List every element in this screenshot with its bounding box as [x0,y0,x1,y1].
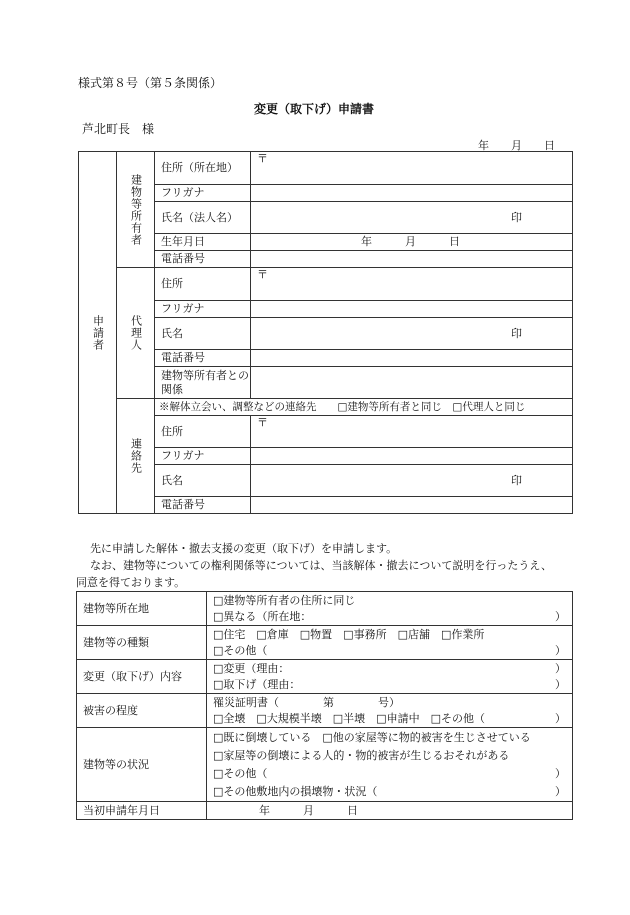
status-label: 建物等の状況 [77,728,207,802]
details-table [76,591,573,820]
contact-address-field[interactable] [251,416,573,448]
type-other-option[interactable]: □その他（ [213,643,268,657]
agent-phone-label: 電話番号 [155,350,251,367]
seal-mark: 印 [511,326,522,340]
status-option-3[interactable]: □その他（ [213,766,268,780]
contact-furigana-label: フリガナ [155,448,251,465]
damage-label: 被害の程度 [77,694,207,728]
agent-phone-field[interactable] [251,350,573,367]
owner-label: 建物等所有者 [117,152,155,268]
close-paren: ） [555,609,566,623]
initial-date-label: 当初申請年月日 [77,802,207,820]
contact-furigana-field[interactable] [251,448,573,465]
agent-furigana-label: フリガナ [155,301,251,318]
postal-mark: 〒 [257,416,268,429]
contact-label: 連絡先 [117,399,155,514]
status-option-4[interactable]: □その他敷地内の損壊物・状況（ [213,784,378,798]
owner-address-label: 住所（所在地） [155,152,251,185]
agent-name-field[interactable] [251,318,573,350]
agent-relation-label: 建物等所有者との関係 [155,367,251,399]
location-option-same[interactable]: □建物等所有者の住所に同じ [213,593,356,607]
close-paren: ） [555,766,566,780]
damage-certificate[interactable]: 罹災証明書（ 第 号） [213,695,400,709]
close-paren: ） [555,784,566,798]
change-option[interactable]: □変更（理由： [213,661,290,675]
addressee: 芦北町長 様 [82,122,155,136]
location-option-different[interactable]: □異なる（所在地： [213,609,312,623]
birth-date-value: 年 月 日 [361,235,460,248]
close-paren: ） [555,643,566,657]
contact-address-label: 住所 [155,416,251,448]
owner-birth-field[interactable] [251,234,573,251]
statement-1: 先に申請した解体・撤去支援の変更（取下げ）を申請します。 [90,542,398,555]
owner-furigana-field[interactable] [251,185,573,202]
seal-mark: 印 [511,210,522,224]
initial-date-field[interactable] [207,802,573,820]
contact-note[interactable]: ※解体立会い、調整などの連絡先 □建物等所有者と同じ □代理人と同じ [155,399,573,416]
type-options[interactable]: □住宅 □倉庫 □物置 □事務所 □店舗 □作業所 [213,627,485,641]
date-line: 年 月 日 [478,139,555,152]
close-paren: ） [555,677,566,691]
agent-address-field[interactable] [251,268,573,301]
form-number: 様式第８号（第５条関係） [78,76,223,90]
agent-name-label: 氏名 [155,318,251,350]
status-option-2[interactable]: □家屋等の倒壊による人的・物的被害が生じるおそれがある [213,748,510,762]
contact-phone-field[interactable] [251,497,573,514]
page-title: 変更（取下げ）申請書 [254,102,375,116]
initial-date-value: 年 月 日 [259,803,358,817]
withdraw-option[interactable]: □取下げ（理由： [213,677,301,691]
agent-label: 代理人 [117,268,155,399]
applicant-group-label: 申請者 [79,152,117,514]
contact-name-label: 氏名 [155,465,251,497]
owner-birth-label: 生年月日 [155,234,251,251]
agent-relation-field[interactable] [251,367,573,399]
applicant-table [78,151,573,514]
damage-options[interactable]: □全壊 □大規模半壊 □半壊 □申請中 □その他（ [213,711,485,725]
status-option-1[interactable]: □既に倒壊している □他の家屋等に物的被害を生じさせている [213,730,531,744]
contact-name-field[interactable] [251,465,573,497]
change-label: 変更（取下げ）内容 [77,660,207,694]
close-paren: ） [555,711,566,725]
statement-3: 同意を得ております。 [76,576,186,589]
owner-phone-label: 電話番号 [155,251,251,268]
owner-name-field[interactable] [251,202,573,234]
agent-furigana-field[interactable] [251,301,573,318]
owner-phone-field[interactable] [251,251,573,268]
owner-furigana-label: フリガナ [155,185,251,202]
owner-name-label: 氏名（法人名） [155,202,251,234]
postal-mark: 〒 [257,268,268,281]
contact-phone-label: 電話番号 [155,497,251,514]
close-paren: ） [555,661,566,675]
postal-mark: 〒 [257,152,268,165]
statement-2: なお、建物等についての権利関係等については、当該解体・撤去について説明を行ったうえ、 [90,559,552,572]
owner-address-field[interactable] [251,152,573,185]
seal-mark: 印 [511,473,522,487]
location-label: 建物等所在地 [77,592,207,626]
agent-address-label: 住所 [155,268,251,301]
type-label: 建物等の種類 [77,626,207,660]
